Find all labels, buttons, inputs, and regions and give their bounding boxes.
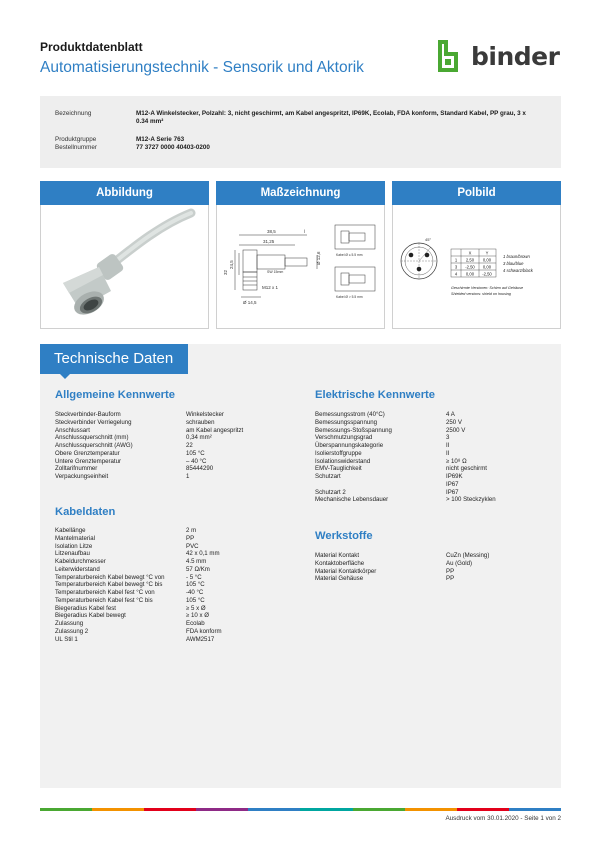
pol-cell: 1 [454,257,458,263]
table-row [315,575,555,583]
table-row [315,560,555,568]
row-value: 250 V [446,418,462,426]
row-label: Litzenaufbau [55,550,90,558]
werkstoffe-title: Werkstoffe [315,530,373,542]
allgemein-table [55,411,305,481]
dim-h2: 24,5 [229,260,234,269]
dim-inner: 31,25 [263,239,275,244]
color-stripe-segment [509,808,561,811]
row-label: Zolltarifnummer [55,465,98,473]
thread-label: M12 x 1 [262,285,279,290]
pol-cell: 0,00 [465,271,475,277]
dim-height: 32 [223,269,228,275]
polbild-panel [392,205,561,329]
table-row [55,411,305,419]
kabeldaten-table [55,527,305,643]
table-row [55,458,305,466]
abbildung-panel [40,205,209,329]
logo-wordmark: binder [471,42,560,71]
color-stripe-segment [405,808,457,811]
pol-cell: -2,50 [482,271,492,277]
row-label: Isolationswiderstand [315,457,371,465]
table-row [55,597,305,605]
row-label: Anschlussquerschnitt (mm) [55,434,129,442]
color-stripe-segment [144,808,196,811]
pol-cell: 2,50 [465,257,475,263]
print-footer: Ausdruck vom 30.01.2020 - Seite 1 von 2 [445,815,561,822]
pol-head-x: X [468,250,472,256]
table-row [55,589,305,597]
row-value: FDA konform [186,627,222,635]
color-stripe-segment [300,808,352,811]
bestellnummer-value: 77 3727 0000 40403-0200 [136,144,210,151]
row-label: Leiterwiderstand [55,565,100,573]
row-label: Kontaktoberfläche [315,559,365,567]
row-label: UL Stil 1 [55,635,78,643]
table-row [315,481,555,489]
row-label: Anschlussart [55,426,90,434]
row-value: 42 x 0,1 mm [186,550,220,558]
row-label: Schutzart [315,473,341,480]
row-value: ≥ 5 x Ø [186,604,206,612]
table-row [55,620,305,628]
connector-photo-icon [41,205,208,329]
row-value: II [446,449,450,457]
pol-legend-3: 3 blau/blue [503,261,524,266]
dim-length: 38,5 [267,229,276,234]
table-row [315,434,555,442]
dim-d1: Ø 12,6 [316,251,321,265]
row-label: Isolation Litze [55,542,93,550]
table-row [55,558,305,566]
row-value: 4.5 mm [186,558,207,565]
row-label: Temperaturbereich Kabel fest °C von [55,589,155,596]
dim-d2: Ø 14,5 [243,300,257,305]
table-row [55,636,305,644]
row-label: Material Gehäuse [315,575,364,583]
row-value: 105 °C [186,596,205,604]
produktgruppe-value: M12-A Serie 763 [136,136,185,143]
sw-label: SW 15mm [267,270,284,274]
row-label: Isolierstoffgruppe [315,449,362,457]
masszeichnung-panel [216,205,385,329]
kabeldaten-title: Kabeldaten [55,506,116,518]
table-row [315,568,555,576]
shield-note-de: Geschirmte Versionen: Schirm auf Gehäuse [451,286,524,290]
produktgruppe-label: Produktgruppe [55,136,97,143]
kabel-small-label: Kabel Ø ≤ 5.5 mm [336,253,363,257]
color-stripe-segment [92,808,144,811]
table-row [55,527,305,535]
row-value: II [446,442,450,449]
row-value: 1 [186,473,190,480]
row-label: Obere Grenztemperatur [55,449,120,457]
technical-data-header: Technische Daten [40,344,188,374]
technical-data-section [40,344,561,788]
row-value: ≥ 10⁸ Ω [446,457,467,465]
row-value: 0,34 mm² [186,434,212,442]
pol-cell: 4 [454,271,458,277]
table-row [315,552,555,560]
row-value: IP69K [446,473,463,480]
table-row [55,550,305,558]
row-value: 22 [186,442,193,449]
table-row [55,566,305,574]
row-label: Biegeradius Kabel bewegt [55,612,126,620]
elektrisch-title: Elektrische Kennwerte [315,389,436,401]
table-row [55,612,305,620]
table-row [315,473,555,481]
table-row [315,489,555,497]
document-type: Produktdatenblatt [40,40,143,54]
row-value: PP [186,534,195,542]
row-label: Zulassung 2 [55,627,89,635]
row-value: 2500 V [446,426,466,434]
pol-cell: -2,50 [465,264,475,270]
pol-legend-1: 1 braun/brown [503,254,530,259]
table-row [55,581,305,589]
kabel-large-label: Kabel Ø > 5.5 mm [336,295,363,299]
row-label: Steckverbinder-Bauform [55,411,121,418]
row-value: IP67 [446,488,459,496]
polbild-header: Polbild [392,181,561,205]
pol-cell: 0,00 [482,257,492,263]
dimension-drawing-icon [217,205,384,329]
row-label: Verpackungseinheit [55,473,109,480]
table-row [315,496,555,504]
table-row [55,535,305,543]
color-stripe-segment [40,808,92,811]
table-row [55,442,305,450]
row-label: Zulassung [55,620,84,627]
row-value: PP [446,567,455,575]
table-row [55,543,305,551]
table-row [315,427,555,435]
color-stripe-segment [248,808,300,811]
table-row [55,574,305,582]
row-value: 2 m [186,527,197,534]
table-row [315,419,555,427]
row-value: 105 °C [186,449,205,457]
werkstoffe-table [315,552,555,583]
shield-note-en: Shielded versions: shield on housing [451,292,511,296]
table-row [315,465,555,473]
document-category: Automatisierungstechnik - Sensorik und Aktorik [40,59,364,76]
row-label: Anschlussquerschnitt (AWG) [55,442,133,449]
row-value: IP67 [446,480,459,488]
table-row [315,411,555,419]
row-label: Biegeradius Kabel fest [55,604,116,612]
row-label: Steckverbinder Verriegelung [55,418,132,426]
table-row [315,458,555,466]
pol-head-y: Y [485,250,489,256]
table-row [55,605,305,613]
row-label: Verschmutzungsgrad [315,434,373,442]
row-value: Ecolab [186,620,205,627]
row-label: Material Kontaktkörper [315,567,377,575]
row-value: > 100 Steckzyklen [446,496,496,504]
pol-legend-4: 4 schwarz/black [503,268,533,273]
allgemein-title: Allgemeine Kennwerte [55,389,175,401]
table-row [55,434,305,442]
row-label: Bemessungsspannung [315,418,377,426]
row-value: – 40 °C [186,457,207,465]
color-stripe [40,808,561,811]
row-value: 85444290 [186,465,214,473]
table-row [55,419,305,427]
pol-cell: 0,00 [482,264,492,270]
row-value: - 5 °C [186,573,202,581]
color-stripe-segment [457,808,509,811]
row-value: ≥ 10 x Ø [186,612,209,620]
table-row [55,628,305,636]
row-value: 4 A [446,411,455,418]
row-label: Bemessungsstrom (40°C) [315,411,385,418]
table-row [55,427,305,435]
pin-layout-icon [393,205,560,329]
table-row [315,442,555,450]
row-label: Temperaturbereich Kabel bewegt °C bis [55,581,163,589]
table-row [55,473,305,481]
dim-l: l [304,229,305,234]
row-label: Kabellänge [55,527,86,534]
row-label: Kabeldurchmesser [55,558,106,565]
row-label: Mantelmaterial [55,534,95,542]
angle-label: 45° [425,237,432,242]
elektrisch-table [315,411,555,504]
row-value: 57 Ω/Km [186,565,210,573]
color-stripe-segment [353,808,405,811]
row-label: Untere Grenztemperatur [55,457,122,465]
row-value: -40 °C [186,589,204,596]
row-value: CuZn (Messing) [446,552,490,559]
abbildung-header: Abbildung [40,181,209,205]
row-value: PP [446,575,455,583]
bezeichnung-value: M12-A Winkelstecker, Polzahl: 3, nicht geschirmt, am Kabel angespritzt, IP69K, Ecolab, FDA konform, Standard Kabel, PP grau, 3 x 0.34 mm² [136,110,526,125]
product-info-box [40,96,561,168]
row-value: Au (Gold) [446,559,473,567]
pol-cell: 3 [454,264,458,270]
row-value: Winkelstecker [186,411,224,418]
row-value: AWM2517 [186,635,215,643]
table-row [55,450,305,458]
bestellnummer-label: Bestellnummer [55,144,97,151]
row-value: nicht geschirmt [446,465,487,473]
row-value: 3 [446,434,450,442]
row-value: 105 °C [186,581,205,589]
row-label: Material Kontakt [315,552,360,559]
row-label: EMV-Tauglichkeit [315,465,362,473]
row-label: Temperaturbereich Kabel bewegt °C von [55,573,165,581]
masszeichnung-header: Maßzeichnung [216,181,385,205]
row-value: schrauben [186,418,215,426]
bezeichnung-label: Bezeichnung [55,110,92,117]
table-row [55,465,305,473]
table-row [315,450,555,458]
row-label: Mechanische Lebensdauer [315,496,389,504]
row-label: Bemessungs-Stoßspannung [315,426,392,434]
row-value: PVC [186,542,199,550]
row-label: Temperaturbereich Kabel fest °C bis [55,596,153,604]
row-value: am Kabel angespritzt [186,426,244,434]
row-label: Überspannungskategorie [315,442,384,449]
row-label: Schutzart 2 [315,488,346,496]
color-stripe-segment [196,808,248,811]
